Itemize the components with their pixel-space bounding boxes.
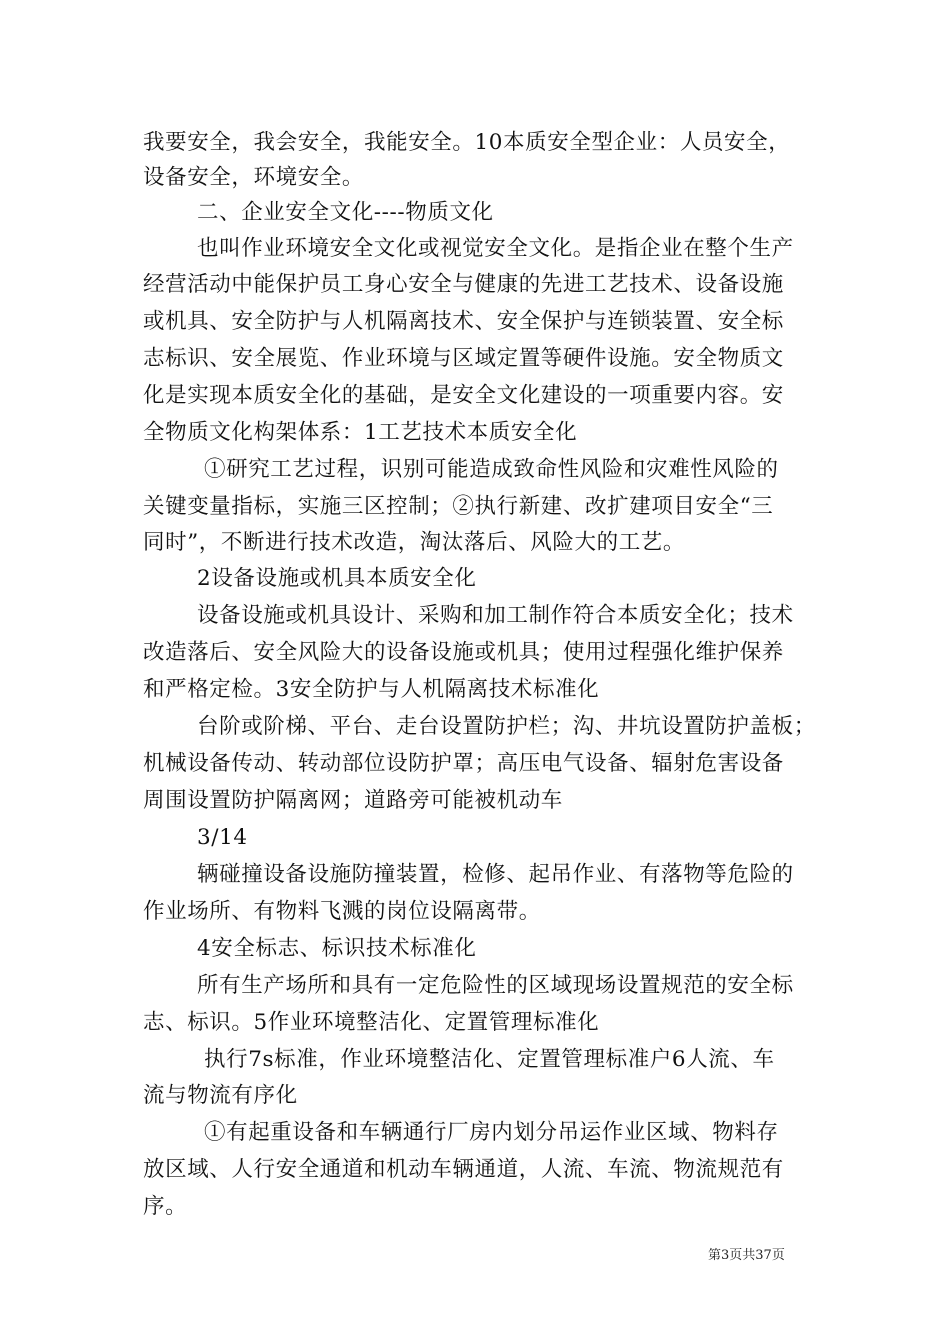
page-marker: 3/14 xyxy=(197,825,248,850)
text-line: 志、标识。5作业环境整洁化、定置管理标准化 xyxy=(143,1010,600,1035)
text-line: 放区域、人行安全通道和机动车辆通道，人流、车流、物流规范有 xyxy=(143,1157,784,1182)
text-line: 同时”，不断进行技术改造，淘汰落后、风险大的工艺。 xyxy=(143,530,685,555)
text-line: 执行7s标准，作业环境整洁化、定置管理标准户6人流、车 xyxy=(204,1047,775,1072)
text-line: 所有生产场所和具有一定危险性的区域现场设置规范的安全标 xyxy=(197,973,794,998)
text-line: 机械设备传动、转动部位设防护罩；高压电气设备、辐射危害设备 xyxy=(143,751,784,776)
section-heading: 二、企业安全文化----物质文化 xyxy=(197,200,494,225)
text-line: 设备设施或机具设计、采购和加工制作符合本质安全化；技术 xyxy=(197,603,794,628)
text-line: 改造落后、安全风险大的设备设施或机具；使用过程强化维护保养 xyxy=(143,640,784,665)
text-line: 经营活动中能保护员工身心安全与健康的先进工艺技术、设备设施 xyxy=(143,272,784,297)
subheading: 2设备设施或机具本质安全化 xyxy=(197,566,477,591)
text-line: 台阶或阶梯、平台、走台设置防护栏；沟、井坑设置防护盖板； xyxy=(197,714,816,739)
text-line: 我要安全，我会安全，我能安全。10本质安全型企业：人员安全， xyxy=(143,130,791,155)
text-line: 周围设置防护隔离网；道路旁可能被机动车 xyxy=(143,788,563,813)
text-line: 和严格定检。3安全防护与人机隔离技术标准化 xyxy=(143,677,600,702)
text-line: 设备安全，环境安全。 xyxy=(143,165,365,190)
text-line: ①研究工艺过程，识别可能造成致命性风险和灾难性风险的 xyxy=(204,457,779,482)
text-line: 或机具、安全防护与人机隔离技术、安全保护与连锁装置、安全标 xyxy=(143,309,784,334)
text-line: 全物质文化构架体系：1工艺技术本质安全化 xyxy=(143,420,578,445)
text-line: 关键变量指标，实施三区控制；②执行新建、改扩建项目安全“三 xyxy=(143,494,774,519)
text-line: 志标识、安全展览、作业环境与区域定置等硬件设施。安全物质文 xyxy=(143,346,784,371)
text-line: 序。 xyxy=(143,1194,188,1219)
subheading: 4安全标志、标识技术标准化 xyxy=(197,936,477,961)
text-line: 流与物流有序化 xyxy=(143,1083,298,1108)
text-line: 化是实现本质安全化的基础，是安全文化建设的一项重要内容。安 xyxy=(143,383,784,408)
text-line: 作业场所、有物料飞溅的岗位设隔离带。 xyxy=(143,899,541,924)
text-line: ①有起重设备和车辆通行厂房内划分吊运作业区域、物料存 xyxy=(204,1120,779,1145)
page-footer: 第3页共37页 xyxy=(708,1248,785,1263)
text-line: 辆碰撞设备设施防撞装置，检修、起吊作业、有落物等危险的 xyxy=(197,862,794,887)
text-line: 也叫作业环境安全文化或视觉安全文化。是指企业在整个生产 xyxy=(197,236,794,261)
